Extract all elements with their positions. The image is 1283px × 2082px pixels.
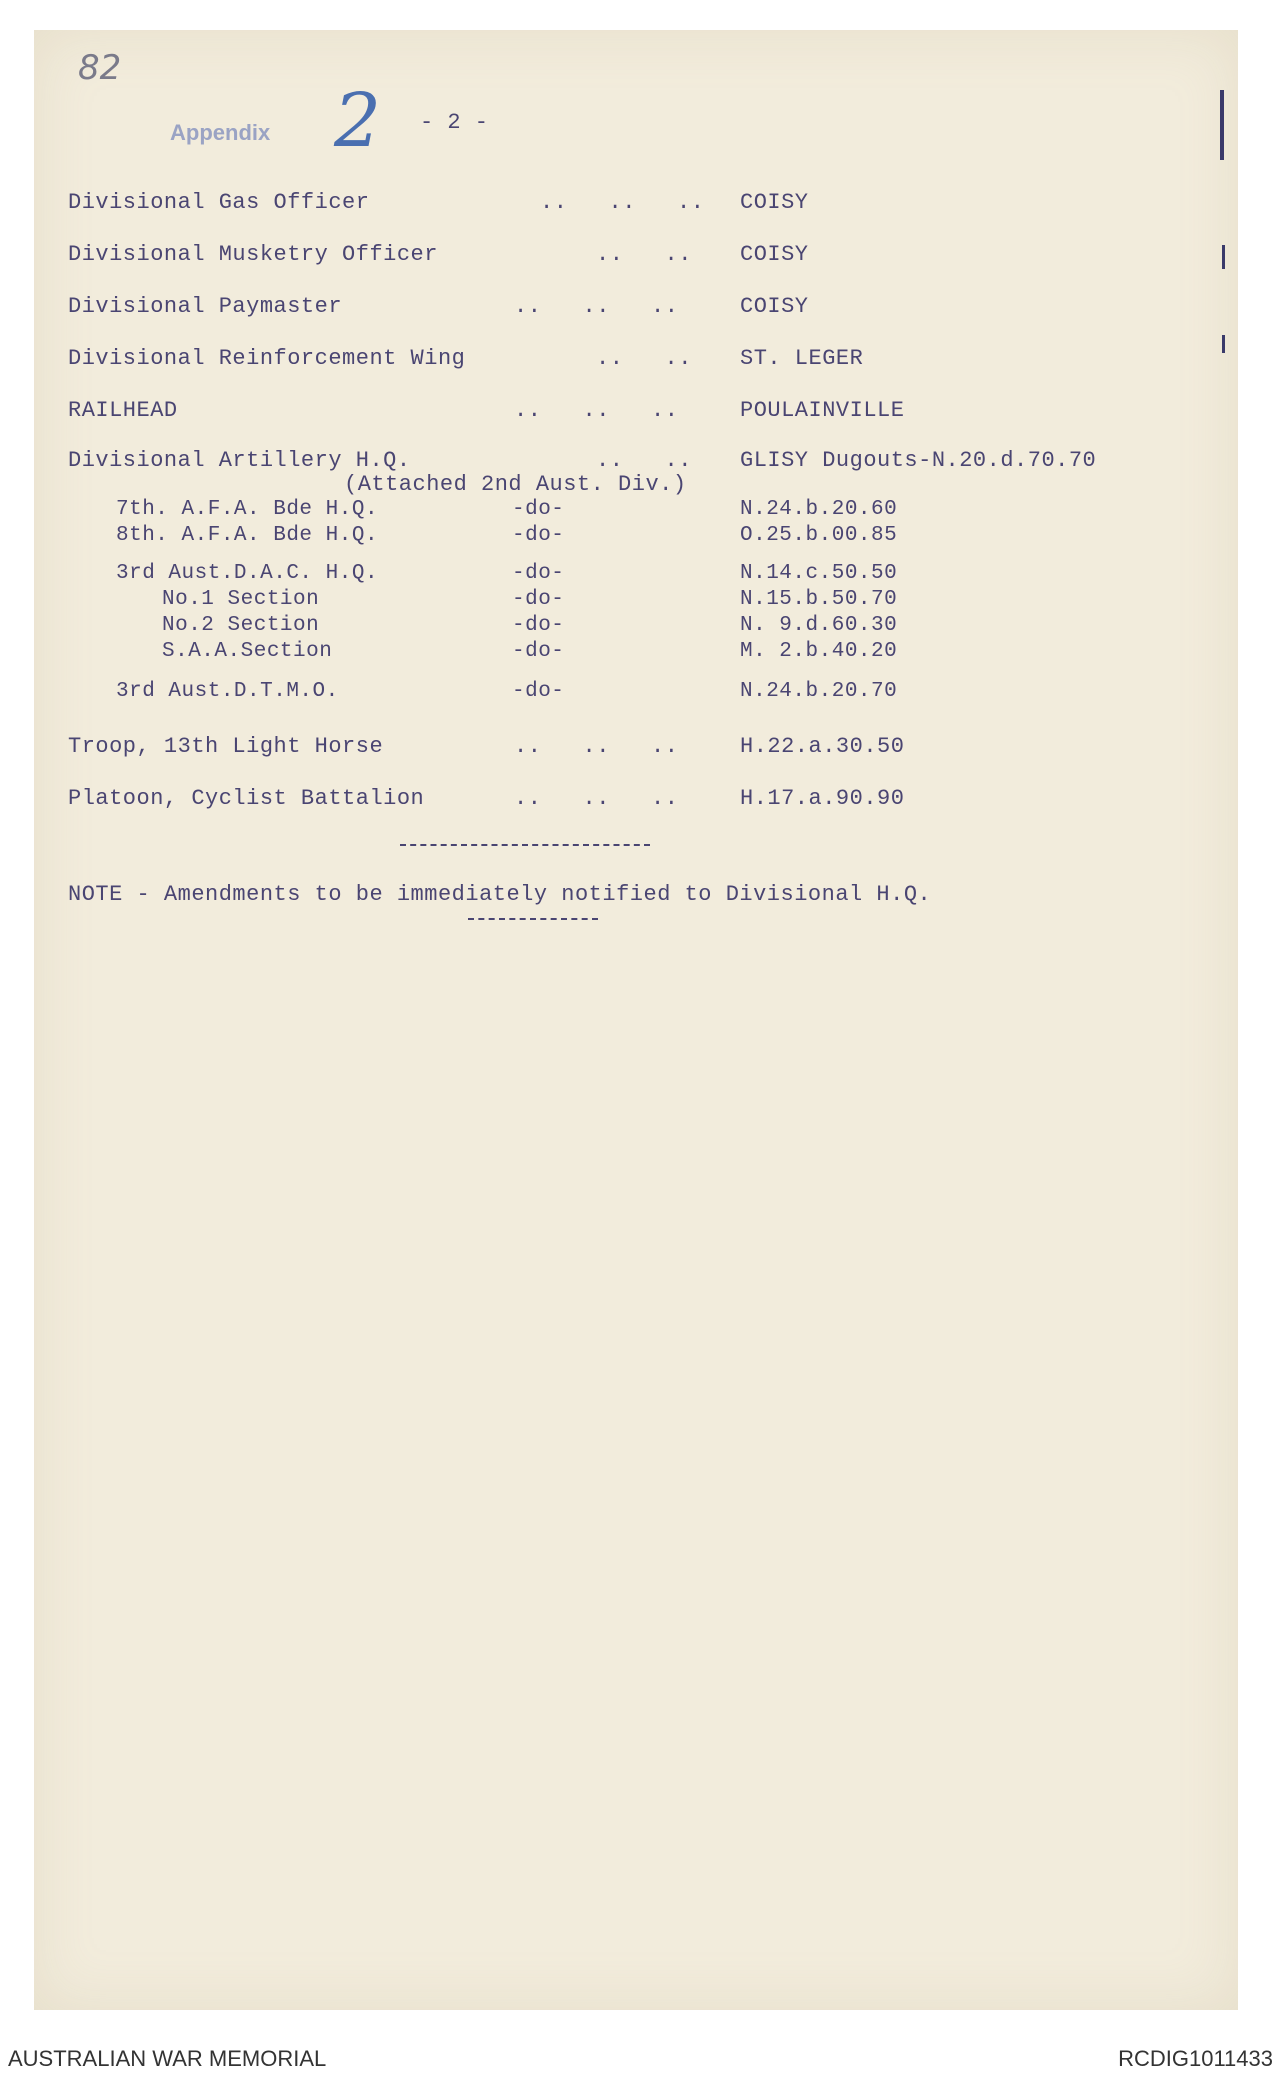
- margin-mark: [1220, 90, 1224, 160]
- unit-name: Divisional Reinforcement Wing: [68, 346, 466, 371]
- leader-dots: .. ..: [596, 242, 692, 267]
- ditto-mark: -do-: [512, 680, 565, 703]
- ditto-mark: -do-: [512, 524, 565, 547]
- ditto-mark: -do-: [512, 562, 565, 585]
- map-reference: N.14.c.50.50: [740, 562, 898, 585]
- unit-name: Divisional Musketry Officer: [68, 242, 438, 267]
- leader-dots: .. .. ..: [514, 398, 679, 423]
- unit-name: Divisional Paymaster: [68, 294, 343, 319]
- handwritten-page-number: 2: [334, 78, 382, 164]
- map-reference: O.25.b.00.85: [740, 524, 898, 547]
- unit-location: GLISY Dugouts-N.20.d.70.70: [740, 448, 1097, 473]
- ditto-mark: -do-: [512, 588, 565, 611]
- folio-number: 82: [78, 48, 122, 88]
- sub-unit-name: No.1 Section: [162, 588, 320, 611]
- unit-location: H.17.a.90.90: [740, 786, 905, 811]
- unit-location: H.22.a.30.50: [740, 734, 905, 759]
- map-reference: M. 2.b.40.20: [740, 640, 898, 663]
- unit-location: POULAINVILLE: [740, 398, 905, 423]
- note-underline: [468, 918, 598, 920]
- unit-location: COISY: [740, 190, 809, 215]
- map-reference: N.24.b.20.60: [740, 498, 898, 521]
- unit-name: RAILHEAD: [68, 398, 178, 423]
- footer-item-id: RCDIG1011433: [1118, 2046, 1273, 2071]
- leader-dots: .. ..: [596, 346, 692, 371]
- sub-unit-name: S.A.A.Section: [162, 640, 333, 663]
- margin-mark: [1222, 245, 1225, 269]
- unit-location: ST. LEGER: [740, 346, 864, 371]
- sub-unit-name: 3rd Aust.D.A.C. H.Q.: [116, 562, 379, 585]
- sub-unit-name: 3rd Aust.D.T.M.O.: [116, 680, 339, 703]
- unit-name: Platoon, Cyclist Battalion: [68, 786, 425, 811]
- unit-location: COISY: [740, 242, 809, 267]
- faint-appendix-stamp: Appendix: [170, 120, 271, 145]
- unit-name: Divisional Gas Officer: [68, 190, 370, 215]
- leader-dots: .. .. ..: [514, 786, 679, 811]
- sub-unit-name: 7th. A.F.A. Bde H.Q.: [116, 498, 379, 521]
- margin-mark: [1222, 335, 1225, 353]
- unit-name: Troop, 13th Light Horse: [68, 734, 384, 759]
- ditto-mark: -do-: [512, 498, 565, 521]
- sub-unit-name: 8th. A.F.A. Bde H.Q.: [116, 524, 379, 547]
- unit-location: COISY: [740, 294, 809, 319]
- unit-name: Divisional Artillery H.Q.: [68, 448, 411, 473]
- leader-dots: .. ..: [596, 448, 692, 473]
- attached-note: (Attached 2nd Aust. Div.): [344, 472, 687, 497]
- leader-dots: .. .. ..: [540, 190, 705, 215]
- map-reference: N.15.b.50.70: [740, 588, 898, 611]
- ditto-mark: -do-: [512, 614, 565, 637]
- sub-unit-name: No.2 Section: [162, 614, 320, 637]
- ditto-mark: -do-: [512, 640, 565, 663]
- leader-dots: .. .. ..: [514, 734, 679, 759]
- page-number: - 2 -: [420, 110, 489, 135]
- map-reference: N.24.b.20.70: [740, 680, 898, 703]
- section-divider: [400, 844, 650, 846]
- amendments-note: NOTE - Amendments to be immediately notified to Divisional H.Q.: [68, 882, 932, 907]
- map-reference: N. 9.d.60.30: [740, 614, 898, 637]
- document-page: [34, 30, 1238, 2010]
- footer-archive-name: AUSTRALIAN WAR MEMORIAL: [8, 2046, 327, 2071]
- leader-dots: .. .. ..: [514, 294, 679, 319]
